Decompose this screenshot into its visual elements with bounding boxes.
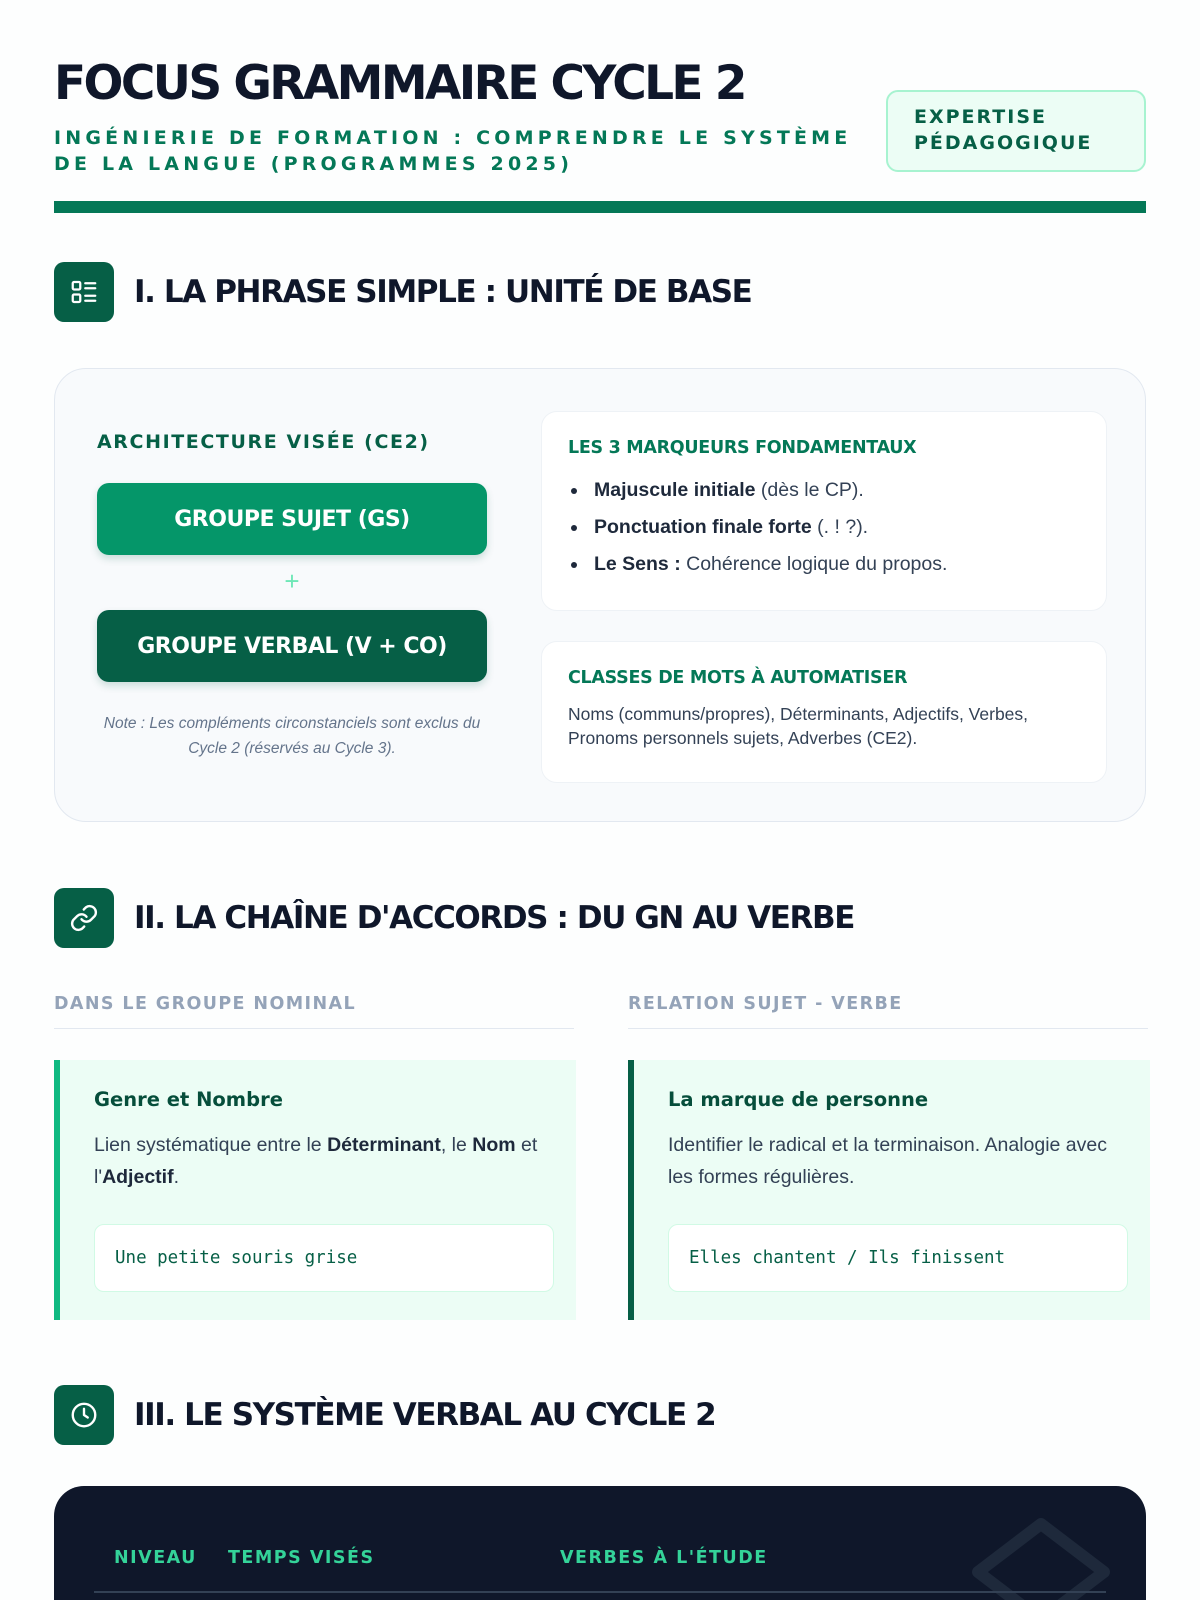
text-part: Lien systématique entre le [94,1134,328,1156]
diamond-decoration-icon [966,1512,1116,1600]
section-1-header [54,262,751,322]
marker-text: (. ! ?). [811,516,869,538]
nominal-group-label: DANS LE GROUPE NOMINAL [54,994,574,1029]
list-item [568,509,1080,546]
table-header-verbs: VERBES À L'ÉTUDE [560,1548,768,1568]
marker-strong: Ponctuation finale forte [594,516,812,538]
markers-title: LES 3 MARQUEURS FONDAMENTAUX [568,438,917,458]
complements-note: Note : Les compléments circonstanciels sont exclus du Cycle 2 (réservés au Cycle 3). [103,715,481,757]
gender-number-heading: Genre et Nombre [94,1088,283,1111]
clock-icon [54,1385,114,1445]
markers-list [568,472,1080,583]
table-header-tenses: TEMPS VISÉS [228,1548,375,1568]
header-divider [54,201,1146,213]
link-icon [54,888,114,948]
page-title: FOCUS GRAMMAIRE CYCLE 2 [54,56,745,111]
section-3-header [54,1385,715,1445]
gender-number-box [54,1060,576,1320]
text-strong: Déterminant [327,1134,441,1156]
section-2-header [54,888,854,948]
list-item [568,472,1080,509]
table-header-level: NIVEAU [114,1548,197,1568]
list-item [568,546,1080,583]
subject-verb-label: RELATION SUJET - VERBE [628,994,1148,1029]
nominal-example: Une petite souris grise [94,1224,554,1292]
sentence-structure-card [54,368,1146,822]
text-part: . [173,1166,179,1188]
text-part: et l' [94,1134,538,1188]
table-header-divider [94,1591,1106,1593]
marker-text: Cohérence logique du propos. [680,553,948,575]
verb-example: Elles chantent / Ils finissent [668,1224,1128,1292]
section-3-title: III. LE SYSTÈME VERBAL AU CYCLE 2 [134,1397,716,1433]
architecture-label: ARCHITECTURE VISÉE (CE2) [97,431,430,453]
person-mark-text: Identifier le radical et la terminaison. Analogie avec les formes régulières. [668,1134,1107,1188]
gender-number-text [94,1129,548,1193]
expertise-badge: EXPERTISE PÉDAGOGIQUE [886,90,1146,172]
list-layout-icon [54,262,114,322]
verbal-system-table [54,1486,1146,1600]
person-mark-box [628,1060,1150,1320]
section-2-title: II. LA CHAÎNE D'ACCORDS : DU GN AU VERBE [134,900,855,936]
text-strong: Nom [472,1134,516,1156]
page-subtitle: INGÉNIERIE DE FORMATION : COMPRENDRE LE SYSTÈME DE LA LANGUE (PROGRAMMES 2025) [54,127,852,175]
text-strong: Adjectif [102,1166,174,1188]
plus-sign: + [284,566,300,596]
page-header [54,58,1146,177]
word-classes-card [541,641,1107,783]
person-mark-heading: La marque de personne [668,1088,929,1111]
word-classes-text: Noms (communs/propres), Déterminants, Adjectifs, Verbes, Pronoms personnels sujets, Adverbes (CE2). [568,704,1029,748]
marker-strong: Majuscule initiale [594,479,756,501]
section-1-title: I. LA PHRASE SIMPLE : UNITÉ DE BASE [134,274,752,310]
subject-group-block: GROUPE SUJET (GS) [97,483,487,555]
marker-text: (dès le CP). [755,479,864,501]
marker-strong: Le Sens : [594,553,681,575]
verbal-group-block: GROUPE VERBAL (V + CO) [97,610,487,682]
text-part: , le [440,1134,473,1156]
markers-card [541,411,1107,611]
word-classes-title: CLASSES DE MOTS À AUTOMATISER [568,668,908,688]
